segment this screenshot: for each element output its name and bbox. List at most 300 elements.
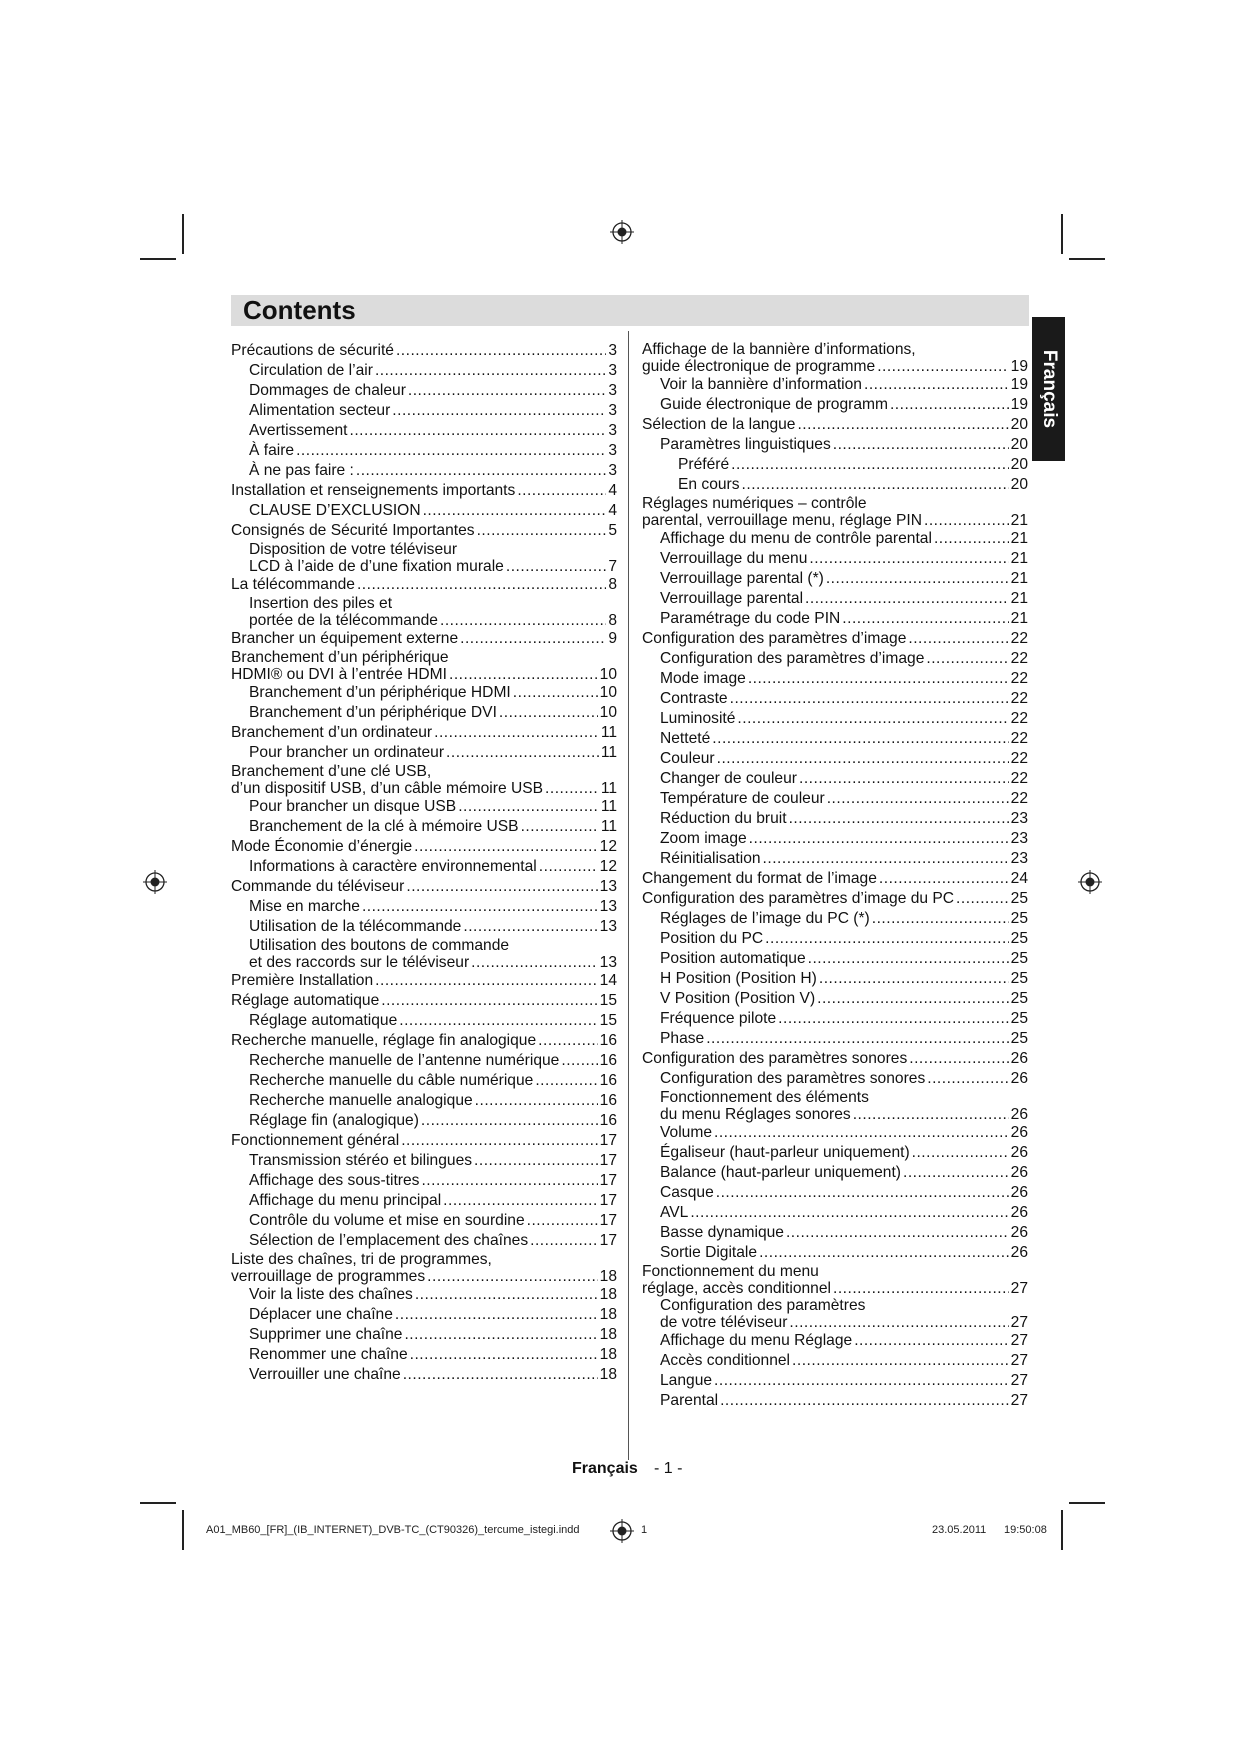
toc-entry-title-line1: Insertion des piles et: [249, 595, 393, 612]
toc-entry: [231, 1091, 617, 1111]
dot-leader: [819, 969, 1009, 989]
toc-entry-page: 16: [599, 1092, 617, 1109]
dot-leader: [401, 1131, 597, 1151]
toc-entry: [231, 575, 617, 595]
toc-entry-page: 22: [1010, 710, 1028, 727]
toc-entry-line2: [231, 1268, 617, 1285]
dot-leader: [926, 649, 1008, 669]
toc-entry: [231, 1365, 617, 1385]
toc-entry-page: 18: [599, 1366, 617, 1383]
toc-entry-page: 16: [599, 1052, 617, 1069]
toc-entry: [642, 1049, 1028, 1069]
dot-leader: [474, 1151, 598, 1171]
toc-entry-page: 26: [1010, 1244, 1028, 1261]
toc-entry: [231, 441, 617, 461]
toc-entry-title: Basse dynamique: [660, 1224, 784, 1241]
toc-entry-page: 3: [608, 362, 617, 379]
toc-entry-title: Guide électronique de programm: [660, 396, 888, 413]
toc-entry-title: Utilisation de la télécommande: [249, 918, 462, 935]
toc-entry: [231, 1251, 617, 1285]
toc-entry-title: Mise en marche: [249, 898, 360, 915]
toc-entry: [231, 361, 617, 381]
toc-entry: [642, 1223, 1028, 1243]
dot-leader: [499, 703, 598, 723]
toc-right-column: [642, 341, 1028, 1411]
toc-entry-title: Voir la liste des chaînes: [249, 1286, 413, 1303]
toc-entry: [231, 461, 617, 481]
toc-entry-page: 21: [1010, 512, 1028, 529]
toc-entry-title: Avertissement: [249, 422, 348, 439]
toc-entry-title: Pour brancher un ordinateur: [249, 744, 445, 761]
dot-leader: [421, 1111, 598, 1131]
toc-entry: [231, 595, 617, 629]
toc-entry: [231, 1051, 617, 1071]
dot-leader: [440, 612, 606, 629]
toc-entry-page: 26: [1010, 1106, 1028, 1123]
toc-entry-page: 20: [1010, 436, 1028, 453]
toc-entry: [231, 937, 617, 971]
toc-entry-page: 26: [1010, 1224, 1028, 1241]
toc-entry-line2: [249, 954, 617, 971]
dot-leader: [406, 877, 597, 897]
toc-entry-title: Branchement d’un périphérique DVI: [249, 704, 497, 721]
dot-leader: [731, 455, 1009, 475]
toc-entry-title: Zoom image: [660, 830, 747, 847]
toc-entry-page: 3: [608, 342, 617, 359]
dot-leader: [527, 1211, 598, 1231]
dot-leader: [827, 789, 1009, 809]
toc-entry-title: Verrouillage du menu: [660, 550, 808, 567]
toc-entry-title: Position automatique: [660, 950, 806, 967]
toc-entry-page: 25: [1010, 930, 1028, 947]
dot-leader: [375, 361, 606, 381]
dot-leader: [903, 1163, 1009, 1183]
toc-entry: [231, 723, 617, 743]
toc-entry: [642, 989, 1028, 1009]
toc-entry: [231, 501, 617, 521]
dot-leader: [908, 629, 1008, 649]
toc-entry: [231, 1325, 617, 1345]
toc-entry-title: À faire: [249, 442, 295, 459]
language-tab-label: Français: [1038, 349, 1060, 429]
dot-leader: [423, 501, 607, 521]
toc-entry-title: Précautions de sécurité: [231, 342, 394, 359]
page-title: Contents: [243, 295, 356, 325]
dot-leader: [404, 1325, 597, 1345]
dot-leader: [805, 589, 1009, 609]
toc-entry-title: CLAUSE D’EXCLUSION: [249, 502, 421, 519]
toc-entry-page: 22: [1010, 630, 1028, 647]
toc-entry: [642, 549, 1028, 569]
toc-entry-title: Parental: [660, 1392, 719, 1409]
toc-entry: [231, 1211, 617, 1231]
toc-entry-title: Volume: [660, 1124, 713, 1141]
toc-entry: [642, 629, 1028, 649]
toc-entry-page: 3: [608, 382, 617, 399]
toc-entry-title-line1: Liste des chaînes, tri de programmes,: [231, 1251, 492, 1268]
toc-entry-page: 26: [1010, 1144, 1028, 1161]
dot-leader: [808, 949, 1009, 969]
toc-entry-page: 21: [1010, 570, 1028, 587]
dot-leader: [912, 1143, 1009, 1163]
toc-entry: [231, 817, 617, 837]
toc-entry-page: 20: [1010, 456, 1028, 473]
toc-entry-title-line1: Fonctionnement des éléments: [660, 1089, 869, 1106]
toc-entry-title: Informations à caractère environnemental: [249, 858, 537, 875]
toc-entry-title: Sélection de l’emplacement des chaînes: [249, 1232, 529, 1249]
toc-entry-page: 25: [1010, 970, 1028, 987]
dot-leader: [446, 743, 599, 763]
toc-entry: [642, 749, 1028, 769]
toc-entry-line2: [231, 780, 617, 797]
dot-leader: [789, 809, 1009, 829]
toc-entry: [642, 909, 1028, 929]
crop-mark-top-left-h: [140, 258, 176, 260]
dot-leader: [879, 869, 1009, 889]
registration-mark-icon: [143, 870, 167, 894]
toc-entry: [231, 1151, 617, 1171]
toc-entry-page: 22: [1010, 770, 1028, 787]
toc-entry-page: 3: [608, 402, 617, 419]
toc-entry-page: 22: [1010, 670, 1028, 687]
toc-entry-page: 19: [1010, 396, 1028, 413]
toc-entry: [642, 1163, 1028, 1183]
dot-leader: [778, 1009, 1008, 1029]
toc-entry-title: Couleur: [660, 750, 715, 767]
toc-entry-title: À ne pas faire :: [249, 462, 354, 479]
toc-entry: [642, 1263, 1028, 1297]
dot-leader: [415, 1285, 598, 1305]
toc-entry: [642, 375, 1028, 395]
dot-leader: [748, 669, 1009, 689]
dot-leader: [350, 421, 607, 441]
toc-entry-title: Configuration des paramètres sonores: [660, 1070, 926, 1087]
dot-leader: [517, 481, 606, 501]
dot-leader: [956, 889, 1009, 909]
toc-entry: [642, 529, 1028, 549]
toc-entry: [642, 395, 1028, 415]
toc-entry: [231, 481, 617, 501]
dot-leader: [792, 1351, 1009, 1371]
toc-entry-title: Accès conditionnel: [660, 1352, 791, 1369]
toc-entry-page: 25: [1010, 890, 1028, 907]
toc-entry-title: Recherche manuelle du câble numérique: [249, 1072, 534, 1089]
dot-leader: [872, 909, 1009, 929]
toc-entry-page: 22: [1010, 750, 1028, 767]
toc-entry-title: Installation et renseignements importants: [231, 482, 516, 499]
toc-entry-page: 8: [608, 612, 617, 629]
toc-entry-title: Netteté: [660, 730, 711, 747]
toc-entry-page: 14: [599, 972, 617, 989]
toc-entry-page: 27: [1010, 1332, 1028, 1349]
dot-leader: [759, 1243, 1009, 1263]
toc-entry-title: Recherche manuelle de l’antenne numérique: [249, 1052, 560, 1069]
column-divider: [628, 331, 629, 1460]
toc-entry-line2: [642, 1280, 1028, 1297]
toc-entry-page: 16: [599, 1072, 617, 1089]
toc-entry-title: Configuration des paramètres d’image du PC: [642, 890, 955, 907]
toc-entry-line2: [660, 1106, 1028, 1123]
toc-entry-page: 18: [599, 1346, 617, 1363]
toc-entry-page: 26: [1010, 1050, 1028, 1067]
dot-leader: [737, 709, 1008, 729]
toc-entry: [231, 401, 617, 421]
toc-entry-title-line2: réglage, accès conditionnel: [642, 1280, 831, 1297]
toc-entry-title: Consignés de Sécurité Importantes: [231, 522, 475, 539]
dot-leader: [714, 1371, 1009, 1391]
dot-leader: [854, 1331, 1008, 1351]
toc-entry: [642, 1123, 1028, 1143]
toc-entry: [231, 857, 617, 877]
dot-leader: [720, 1391, 1009, 1411]
toc-entry-page: 18: [599, 1286, 617, 1303]
toc-entry: [642, 1009, 1028, 1029]
toc-entry-page: 26: [1010, 1124, 1028, 1141]
toc-entry: [231, 1111, 617, 1131]
toc-entry-page: 8: [608, 576, 617, 593]
dot-leader: [797, 415, 1008, 435]
dot-leader: [506, 558, 606, 575]
dot-leader: [864, 375, 1009, 395]
toc-entry-title: Branchement d’un ordinateur: [231, 724, 433, 741]
toc-entry-title: Phase: [660, 1030, 705, 1047]
toc-entry: [642, 495, 1028, 529]
toc-entry: [231, 877, 617, 897]
dot-leader: [890, 395, 1009, 415]
toc-entry-page: 17: [599, 1172, 617, 1189]
dot-leader: [521, 817, 599, 837]
toc-entry-page: 17: [599, 1232, 617, 1249]
toc-entry: [642, 415, 1028, 435]
toc-entry-title: Renommer une chaîne: [249, 1346, 408, 1363]
toc-entry-page: 25: [1010, 990, 1028, 1007]
toc-entry-title: Température de couleur: [660, 790, 825, 807]
toc-entry-title: Pour brancher un disque USB: [249, 798, 457, 815]
dot-leader: [449, 666, 598, 683]
toc-entry-title: Changer de couleur: [660, 770, 797, 787]
toc-entry: [642, 341, 1028, 375]
toc-entry: [642, 969, 1028, 989]
toc-entry-title: Contrôle du volume et mise en sourdine: [249, 1212, 525, 1229]
toc-entry-title-line2: guide électronique de programme: [642, 358, 876, 375]
toc-entry: [231, 421, 617, 441]
toc-entry-title-line2: d’un dispositif USB, d’un câble mémoire USB: [231, 780, 544, 797]
dot-leader: [826, 569, 1009, 589]
toc-entry-title: Réinitialisation: [660, 850, 761, 867]
toc-entry: [642, 1029, 1028, 1049]
toc-entry-page: 12: [599, 838, 617, 855]
dot-leader: [786, 1223, 1009, 1243]
dot-leader: [458, 797, 599, 817]
dot-leader: [817, 989, 1009, 1009]
dot-leader: [395, 1305, 598, 1325]
dot-leader: [362, 897, 598, 917]
toc-entry-page: 19: [1010, 376, 1028, 393]
registration-mark-icon: [1078, 870, 1102, 894]
toc-entry-page: 17: [599, 1152, 617, 1169]
toc-entry-title: Préféré: [678, 456, 730, 473]
dot-leader: [477, 521, 607, 541]
dot-leader: [909, 1049, 1008, 1069]
contents-title-bar: [231, 295, 1029, 326]
dot-leader: [842, 609, 1008, 629]
dot-leader: [927, 1069, 1008, 1089]
toc-entry-title: Mode image: [660, 670, 746, 687]
toc-entry-page: 20: [1010, 476, 1028, 493]
toc-entry-title: Alimentation secteur: [249, 402, 391, 419]
toc-entry-page: 13: [599, 918, 617, 935]
dot-leader: [561, 1051, 597, 1071]
toc-entry-title: Affichage du menu de contrôle parental: [660, 530, 932, 547]
language-tab: [1032, 317, 1065, 461]
toc-entry: [231, 1131, 617, 1151]
toc-entry-title-line2: du menu Réglages sonores: [660, 1106, 851, 1123]
toc-entry-page: 11: [600, 780, 617, 797]
toc-entry-page: 3: [608, 422, 617, 439]
toc-entry-page: 18: [599, 1268, 617, 1285]
toc-entry-title-line2: parental, verrouillage menu, réglage PIN: [642, 512, 922, 529]
toc-entry: [231, 1231, 617, 1251]
dot-leader: [375, 971, 597, 991]
toc-entry: [231, 341, 617, 361]
toc-entry-title-line1: Branchement d’un périphérique: [231, 649, 449, 666]
toc-entry-title-line1: Affichage de la bannière d’informations,: [642, 341, 916, 358]
toc-entry-title: Affichage du menu principal: [249, 1192, 442, 1209]
dot-leader: [296, 441, 606, 461]
toc-entry-title: Recherche manuelle analogique: [249, 1092, 473, 1109]
toc-entry-page: 7: [608, 558, 617, 575]
toc-entry: [642, 789, 1028, 809]
toc-entry: [642, 475, 1028, 495]
toc-entry-title-line2: portée de la télécommande: [249, 612, 438, 629]
toc-entry-title: Configuration des paramètres d’image: [660, 650, 925, 667]
toc-entry: [642, 1143, 1028, 1163]
dot-leader: [357, 575, 606, 595]
dot-leader: [403, 1365, 598, 1385]
toc-entry-title: Luminosité: [660, 710, 736, 727]
toc-entry-page: 27: [1010, 1392, 1028, 1409]
toc-entry-page: 11: [600, 818, 617, 835]
dot-leader: [381, 991, 597, 1011]
toc-entry-title: Circulation de l’air: [249, 362, 373, 379]
toc-entry-title: Configuration des paramètres d’image: [642, 630, 907, 647]
toc-entry-title: Égaliseur (haut-parleur uniquement): [660, 1144, 910, 1161]
toc-entry-title: Recherche manuelle, réglage fin analogique: [231, 1032, 537, 1049]
toc-entry-title: Déplacer une chaîne: [249, 1306, 393, 1323]
dot-leader: [799, 769, 1009, 789]
toc-entry-title: Fréquence pilote: [660, 1010, 777, 1027]
toc-entry: [642, 609, 1028, 629]
toc-entry-title-line1: Branchement d’une clé USB,: [231, 763, 432, 780]
dot-leader: [716, 1183, 1009, 1203]
toc-entry-page: 3: [608, 442, 617, 459]
toc-entry-page: 15: [599, 1012, 617, 1029]
toc-entry-page: 27: [1010, 1280, 1028, 1297]
toc-entry-page: 25: [1010, 910, 1028, 927]
dot-leader: [877, 358, 1008, 375]
toc-entry-page: 25: [1010, 950, 1028, 967]
toc-entry-page: 10: [599, 704, 617, 721]
toc-entry-title: Réglages de l’image du PC (*): [660, 910, 870, 927]
toc-entry-page: 17: [599, 1212, 617, 1229]
dot-leader: [706, 1029, 1008, 1049]
toc-entry: [642, 889, 1028, 909]
toc-entry-title: Voir la bannière d’information: [660, 376, 862, 393]
toc-entry: [642, 669, 1028, 689]
toc-entry: [642, 829, 1028, 849]
dot-leader: [530, 1231, 598, 1251]
toc-entry-page: 19: [1010, 358, 1028, 375]
toc-entry-title: Casque: [660, 1184, 714, 1201]
toc-entry: [231, 703, 617, 723]
toc-entry-title: Affichage du menu Réglage: [660, 1332, 853, 1349]
toc-entry-page: 27: [1010, 1372, 1028, 1389]
toc-entry-title: Sélection de la langue: [642, 416, 796, 433]
footer-language: Français: [572, 1460, 638, 1477]
toc-entry-page: 10: [599, 666, 617, 683]
dot-leader: [765, 929, 1008, 949]
dot-leader: [742, 475, 1009, 495]
toc-entry-page: 26: [1010, 1070, 1028, 1087]
footer-page-number: - 1 -: [654, 1460, 683, 1477]
dot-leader: [434, 723, 599, 743]
crop-mark-bottom-right-h: [1069, 1502, 1105, 1504]
toc-entry-page: 11: [600, 744, 617, 761]
dot-leader: [690, 1203, 1008, 1223]
toc-entry: [642, 809, 1028, 829]
toc-entry: [642, 1331, 1028, 1351]
dot-leader: [443, 1191, 597, 1211]
toc-entry-title: Branchement d’un périphérique HDMI: [249, 684, 511, 701]
dot-leader: [414, 837, 597, 857]
toc-entry: [231, 743, 617, 763]
toc-entry-title: Brancher un équipement externe: [231, 630, 459, 647]
toc-entry: [231, 991, 617, 1011]
toc-left-column: [231, 341, 617, 1385]
toc-entry-title-line1: Disposition de votre téléviseur: [249, 541, 458, 558]
dot-leader: [545, 780, 599, 797]
toc-entry: [642, 435, 1028, 455]
dot-leader: [749, 829, 1009, 849]
toc-entry: [231, 1031, 617, 1051]
print-time: 19:50:08: [1004, 1524, 1047, 1536]
toc-entry-page: 16: [599, 1112, 617, 1129]
toc-entry-title: En cours: [678, 476, 740, 493]
dot-leader: [833, 1280, 1009, 1297]
toc-entry: [231, 381, 617, 401]
dot-leader: [427, 1268, 597, 1285]
toc-entry-title: Fonctionnement général: [231, 1132, 400, 1149]
toc-entry: [642, 569, 1028, 589]
toc-entry-page: 21: [1010, 550, 1028, 567]
toc-entry: [642, 589, 1028, 609]
toc-entry-page: 23: [1010, 830, 1028, 847]
dot-leader: [809, 549, 1008, 569]
toc-entry-line2: [231, 666, 617, 683]
toc-entry-title: Réduction du bruit: [660, 810, 787, 827]
toc-entry-page: 23: [1010, 810, 1028, 827]
toc-entry: [642, 649, 1028, 669]
toc-entry-title: Sortie Digitale: [660, 1244, 758, 1261]
toc-entry-title: Paramétrage du code PIN: [660, 610, 841, 627]
toc-entry-title: Verrouillage parental (*): [660, 570, 824, 587]
toc-entry: [231, 897, 617, 917]
toc-entry-title: Balance (haut-parleur uniquement): [660, 1164, 901, 1181]
toc-entry-page: 13: [599, 878, 617, 895]
toc-entry: [231, 917, 617, 937]
toc-entry: [231, 649, 617, 683]
toc-entry: [231, 1285, 617, 1305]
